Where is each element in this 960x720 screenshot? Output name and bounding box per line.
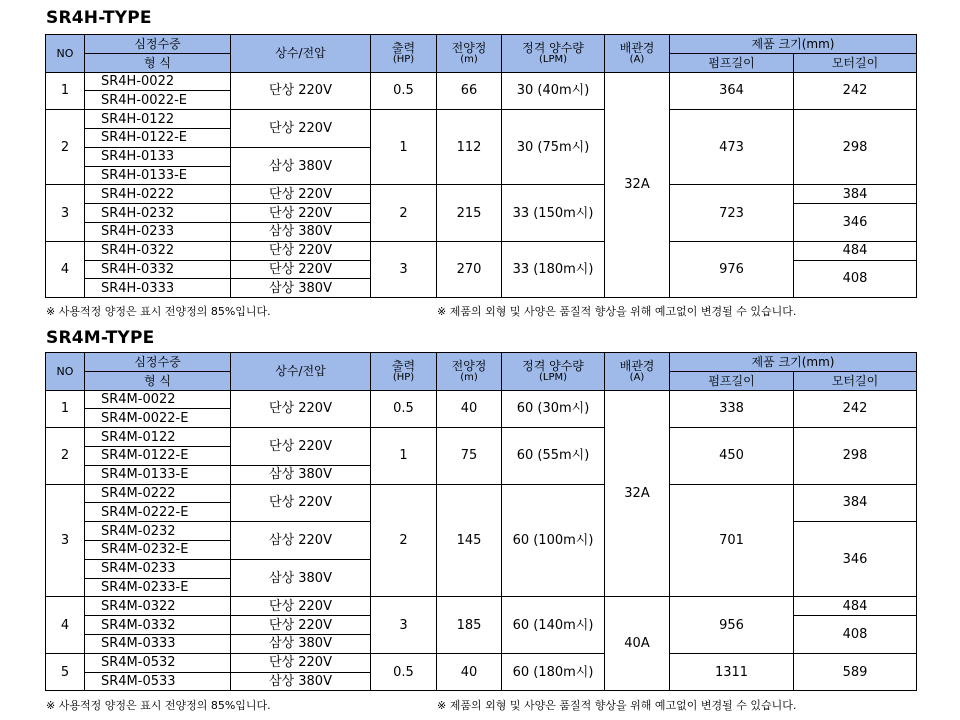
phase-cell: 삼상 380V [231, 559, 371, 597]
capacity-cell: 60 (180m시) [502, 653, 605, 691]
phase-cell: 단상 220V [231, 653, 371, 672]
motor-length-cell: 384 [794, 185, 917, 204]
output-cell: 2 [371, 484, 437, 597]
motor-length-cell: 346 [794, 522, 917, 597]
phase-cell: 단상 220V [231, 204, 371, 223]
footnote-right: ※ 제품의 외형 및 사양은 품질적 향상을 위해 예고없이 변경될 수 있습니다. [437, 699, 797, 712]
model-cell: SR4H-0122 [85, 110, 231, 129]
header-motor-length: 모터길이 [794, 371, 917, 390]
header-head-label: 전양정 [451, 40, 487, 55]
phase-cell: 단상 220V [231, 185, 371, 204]
row-no: 5 [46, 653, 85, 691]
output-cell: 1 [371, 428, 437, 484]
model-cell: SR4H-0133 [85, 147, 231, 166]
header-head-unit: (m) [460, 53, 478, 65]
pump-length-cell: 976 [670, 241, 794, 297]
head-cell: 40 [437, 390, 502, 428]
output-cell: 0.5 [371, 390, 437, 428]
motor-length-cell: 408 [794, 616, 917, 654]
phase-cell: 삼상 380V [231, 634, 371, 653]
model-cell: SR4H-0222 [85, 185, 231, 204]
header-pipe-unit: (A) [629, 371, 645, 383]
pipe-cell: 32A [605, 72, 670, 298]
sr4h-title: SR4H-TYPE [46, 8, 152, 28]
head-cell: 215 [437, 185, 502, 241]
header-output-label: 출력 [391, 358, 416, 373]
header-output-unit: (HP) [392, 53, 415, 65]
header-output-label: 출력 [391, 40, 416, 55]
row-no: 3 [46, 185, 85, 241]
motor-length-cell: 346 [794, 204, 917, 242]
header-capacity [502, 353, 605, 391]
model-cell: SR4M-0022-E [85, 409, 231, 428]
header-motor-length: 모터길이 [794, 53, 917, 72]
phase-cell: 단상 220V [231, 484, 371, 522]
footnote-left: ※ 사용적정 양정은 표시 전양정의 85%입니다. [46, 305, 271, 318]
model-cell: SR4M-0333 [85, 634, 231, 653]
pipe-cell: 32A [605, 390, 670, 597]
row-no: 4 [46, 597, 85, 653]
footnote-right: ※ 제품의 외형 및 사양은 품질적 향상을 위해 예고없이 변경될 수 있습니다. [437, 305, 797, 318]
phase-cell: 삼상 380V [231, 465, 371, 484]
head-cell: 40 [437, 653, 502, 691]
model-cell: SR4H-0333 [85, 279, 231, 298]
header-pipe [605, 353, 670, 391]
output-cell: 0.5 [371, 653, 437, 691]
phase-cell: 삼상 380V [231, 222, 371, 241]
head-cell: 75 [437, 428, 502, 484]
capacity-cell: 30 (40m시) [502, 72, 605, 110]
header-pipe-label: 배관경 [619, 40, 655, 55]
head-cell: 112 [437, 110, 502, 185]
motor-length-cell: 384 [794, 484, 917, 522]
header-capacity-unit: (LPM) [538, 53, 568, 65]
header-head-label: 전양정 [451, 358, 487, 373]
model-cell: SR4M-0233 [85, 559, 231, 578]
header-group: 심정수중 [85, 353, 231, 372]
model-cell: SR4H-0022-E [85, 91, 231, 110]
phase-cell: 단상 220V [231, 390, 371, 428]
model-cell: SR4H-0232 [85, 204, 231, 223]
phase-cell: 단상 220V [231, 597, 371, 616]
header-capacity-label: 정격 양수량 [522, 358, 584, 373]
model-cell: SR4M-0332 [85, 616, 231, 635]
header-head-unit: (m) [460, 371, 478, 383]
motor-length-cell: 242 [794, 72, 917, 110]
phase-cell: 삼상 380V [231, 279, 371, 298]
header-model: 형 식 [85, 53, 231, 72]
phase-cell: 삼상 380V [231, 147, 371, 185]
output-cell: 3 [371, 597, 437, 653]
header-capacity-label: 정격 양수량 [522, 40, 584, 55]
row-no: 1 [46, 390, 85, 428]
row-no: 4 [46, 241, 85, 297]
output-cell: 1 [371, 110, 437, 185]
model-cell: SR4M-0122-E [85, 446, 231, 465]
sr4h-spec-table [45, 34, 917, 298]
model-cell: SR4M-0233-E [85, 578, 231, 597]
header-pipe-label: 배관경 [619, 358, 655, 373]
pump-length-cell: 338 [670, 390, 794, 428]
model-cell: SR4H-0332 [85, 260, 231, 279]
capacity-cell: 60 (140m시) [502, 597, 605, 653]
header-no: NO [46, 353, 85, 391]
phase-cell: 단상 220V [231, 616, 371, 635]
header-head [437, 353, 502, 391]
motor-length-cell: 242 [794, 390, 917, 428]
phase-cell: 단상 220V [231, 110, 371, 148]
output-cell: 3 [371, 241, 437, 297]
head-cell: 270 [437, 241, 502, 297]
motor-length-cell: 298 [794, 110, 917, 185]
header-group: 심정수중 [85, 35, 231, 54]
pump-length-cell: 956 [670, 597, 794, 653]
header-output [371, 353, 437, 391]
capacity-cell: 60 (30m시) [502, 390, 605, 428]
header-capacity-unit: (LPM) [538, 371, 568, 383]
motor-length-cell: 589 [794, 653, 917, 691]
sr4m-title: SR4M-TYPE [46, 328, 155, 348]
model-cell: SR4M-0533 [85, 672, 231, 691]
header-phase-voltage: 상수/전압 [231, 353, 371, 391]
phase-cell: 단상 220V [231, 72, 371, 110]
header-capacity [502, 35, 605, 73]
pipe-cell: 40A [605, 597, 670, 691]
phase-cell: 단상 220V [231, 260, 371, 279]
pump-length-cell: 473 [670, 110, 794, 185]
header-size: 제품 크기(mm) [670, 353, 917, 372]
header-pump-length: 펌프길이 [670, 371, 794, 390]
model-cell: SR4M-0232-E [85, 540, 231, 559]
row-no: 2 [46, 110, 85, 185]
motor-length-cell: 484 [794, 597, 917, 616]
model-cell: SR4M-0322 [85, 597, 231, 616]
phase-cell: 단상 220V [231, 428, 371, 466]
model-cell: SR4M-0222-E [85, 503, 231, 522]
capacity-cell: 60 (100m시) [502, 484, 605, 597]
head-cell: 145 [437, 484, 502, 597]
model-cell: SR4H-0133-E [85, 166, 231, 185]
capacity-cell: 33 (150m시) [502, 185, 605, 241]
model-cell: SR4H-0022 [85, 72, 231, 91]
model-cell: SR4M-0122 [85, 428, 231, 447]
head-cell: 66 [437, 72, 502, 110]
sr4m-spec-table [45, 352, 917, 691]
motor-length-cell: 484 [794, 241, 917, 260]
footnote-left: ※ 사용적정 양정은 표시 전양정의 85%입니다. [46, 699, 271, 712]
model-cell: SR4H-0322 [85, 241, 231, 260]
motor-length-cell: 298 [794, 428, 917, 484]
pump-length-cell: 364 [670, 72, 794, 110]
header-pipe [605, 35, 670, 73]
motor-length-cell: 408 [794, 260, 917, 298]
capacity-cell: 30 (75m시) [502, 110, 605, 185]
model-cell: SR4M-0232 [85, 522, 231, 541]
pump-length-cell: 1311 [670, 653, 794, 691]
header-model: 형 식 [85, 371, 231, 390]
phase-cell: 삼상 380V [231, 672, 371, 691]
output-cell: 2 [371, 185, 437, 241]
phase-cell: 단상 220V [231, 241, 371, 260]
header-phase-voltage: 상수/전압 [231, 35, 371, 73]
pump-length-cell: 701 [670, 484, 794, 597]
model-cell: SR4H-0122-E [85, 128, 231, 147]
header-no: NO [46, 35, 85, 73]
phase-cell: 삼상 220V [231, 522, 371, 560]
model-cell: SR4M-0022 [85, 390, 231, 409]
header-output [371, 35, 437, 73]
head-cell: 185 [437, 597, 502, 653]
pump-length-cell: 450 [670, 428, 794, 484]
model-cell: SR4H-0233 [85, 222, 231, 241]
row-no: 1 [46, 72, 85, 110]
header-pump-length: 펌프길이 [670, 53, 794, 72]
pump-length-cell: 723 [670, 185, 794, 241]
output-cell: 0.5 [371, 72, 437, 110]
capacity-cell: 60 (55m시) [502, 428, 605, 484]
model-cell: SR4M-0532 [85, 653, 231, 672]
header-head [437, 35, 502, 73]
header-pipe-unit: (A) [629, 53, 645, 65]
capacity-cell: 33 (180m시) [502, 241, 605, 297]
model-cell: SR4M-0222 [85, 484, 231, 503]
model-cell: SR4M-0133-E [85, 465, 231, 484]
row-no: 2 [46, 428, 85, 484]
header-output-unit: (HP) [392, 371, 415, 383]
row-no: 3 [46, 484, 85, 597]
header-size: 제품 크기(mm) [670, 35, 917, 54]
